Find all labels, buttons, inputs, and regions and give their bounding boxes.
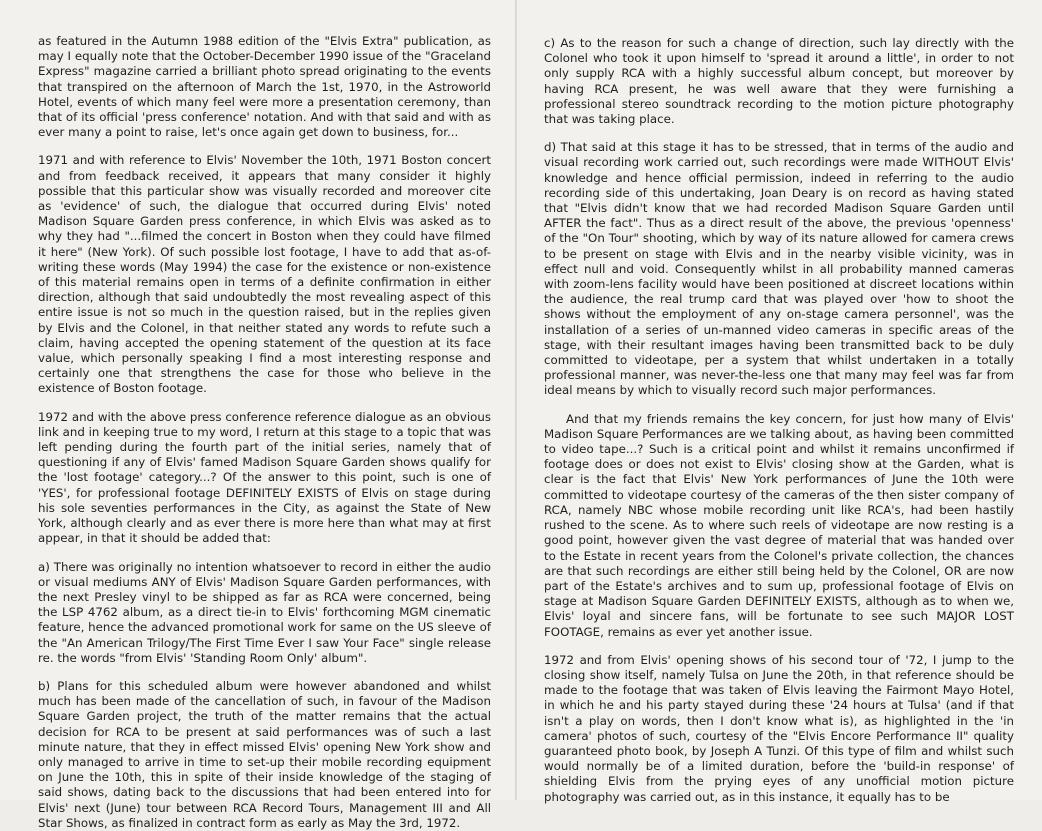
left-paragraph-2: 1971 and with reference to Elvis' November the 10th, 1971 Boston concert and from feedback received, it appears that many consider it highly possible that this particular show was visually recorded and moreover cite as 'evidence' of such, the dialogue that occurred during Elvis' noted Madison Square Garden press conference, in which Elvis was asked as to why they had "...filmed the concert in Boston when they could have filmed it here" (New York). Of such possible lost footage, I have to add that as-of-writing these words (May 1994) the case for the existence or non-existence of this material remains open in terms of a definite confirmation in either direction, although that said undoubtedly the most revealing aspect of this entire issue is not so much in the question raised, but in the replies given by Elvis and the Colonel, in that neither stated any words to refute such a claim, having accepted the opening statement of the question at its face value, which personally speaking I find a most interesting response and certainly one that strengthens the case for those who believe in the existence of Boston footage. <box>38 153 491 396</box>
right-paragraph-1: c) As to the reason for such a change of direction, such lay directly with the Colonel who took it upon himself to 'spread it around a little', in order to not only supply RCA with a highly successful album concept, but moreover by having RCA present, he was well aware that they were furnishing a professional stereo soundtrack recording to the motion picture photography that was taking place. <box>544 36 1014 127</box>
left-paragraph-4: a) There was originally no intention whatsoever to record in either the audio or visual mediums ANY of Elvis' Madison Square Garden performances, with the next Presley vinyl to be shipped as far as RCA were concerned, being the LSP 4762 album, as a direct tie-in to Elvis' forthcoming MGM cinematic feature, hence the advanced promotional work for same on the US sleeve of the "An American Trilogy/The First Time Ever I saw Your Face" single release re. the words "from Elvis' 'Standing Room Only' album". <box>38 559 491 665</box>
right-paragraph-3: And that my friends remains the key concern, for just how many of Elvis' Madison Square Performances are we talking about, as having been committed to video tape...? Such is a critical point and whilst it remains unconfirmed if footage does or does not exist to Elvis' closing show at the Garden, what is clear is the fact that Elvis' New York performances of June the 10th were committed to videotape courtesy of the cameras of the then sister company of RCA, namely NBC whose mobile recording unit like RCA's, had been hastily rushed to the scene. As to where such reels of videotape are now resting is a good point, however given the vast degree of material that was handed over to the Estate in recent years from the Colonel's private collection, the chances are that such recordings are either still being held by the Colonel, OR are now part of the Estate's archives and to sum up, professional footage of Elvis on stage at Madison Square Garden DEFINITELY EXISTS, although as to when we, Elvis' loyal and sincere fans, will be fortunate to see such MAJOR LOST FOOTAGE, remains as ever yet another issue. <box>544 411 1014 639</box>
left-paragraph-5: b) Plans for this scheduled album were however abandoned and whilst much has been made of the cancellation of such, in favour of the Madison Square Garden project, the truth of the matter remains that the actual decision for RCA to be present at said performances was of such a last minute nature, that they in effect missed Elvis' opening New York show and only managed to arrive in time to set-up their mobile recording equipment on June the 10th, this in spite of their inside knowledge of the staging of said shows, dating back to the discussions that had been entered into for Elvis' next (June) tour between RCA Record Tours, Management III and All Star Shows, as finalized in contract form as early as May the 3rd, 1972. <box>38 678 491 830</box>
right-paragraph-4: 1972 and from Elvis' opening shows of his second tour of '72, I jump to the closing show itself, namely Tulsa on June the 20th, in that reference should be made to the footage that was taken of Elvis leaving the Fairmont Mayo Hotel, in which he and his party stayed during these '24 hours at Tulsa' (and if that isn't a play on words, then I don't know what is), as highlighted in the 'in camera' photos of such, courtesy of the "Elvis Encore Performance II" quality guaranteed photo book, by Joseph A Tunzi. Of this type of film and whilst such would normally be of a limited duration, before the 'build-in response' of shielding Elvis from the prying eyes of any unofficial motion picture photography was carried out, as in this instance, it equally has to be <box>544 652 1014 804</box>
left-paragraph-3: 1972 and with the above press conference reference dialogue as an obvious link and in keeping true to my word, I return at this stage to a topic that was left pending during the fourth part of the initial series, namely that of questioning if any of Elvis' famed Madison Square Garden shows qualify for the 'lost footage' category...? Of the answer to this point, such is one of 'YES', for professional footage DEFINITELY EXISTS of Elvis on stage during his sole seventies performances in the City, as against the State of New York, although clearly and as ever there is more here than what may at first appear, in that it should be added that: <box>38 409 491 546</box>
left-page <box>0 0 517 830</box>
right-page <box>517 0 1042 804</box>
left-paragraph-1: as featured in the Autumn 1988 edition of the "Elvis Extra" publication, as may I equally note that the October-December 1990 issue of the "Graceland Express" magazine carried a brilliant photo spread originating to the events that transpired on the afternoon of March the 1st, 1970, in the Astroworld Hotel, events of which many feel were more a presentation ceremony, than that of its official 'press conference' notation. And with that said and with as ever many a point to raise, let's once again get down to business, for... <box>38 34 491 140</box>
right-paragraph-2: d) That said at this stage it has to be stressed, that in terms of the audio and visual recording work carried out, such recordings were made WITHOUT Elvis' knowledge and hence official permission, indeed in referring to the audio recording side of this undertaking, Joan Deary is on record as having stated that "Elvis didn't know that we had recorded Madison Square Garden until AFTER the fact". Thus as a direct result of the above, the previous 'openness' of the "On Tour" shooting, which by way of its nature allowed for camera crews to be present on stage with Elvis and in the nearby visible vicinity, was in effect null and void. Consequently whilst in all probability manned cameras with zoom-lens facility would have been positioned at discreet locations within the audience, the real trump card that was played over 'how to shoot the shows without the employment of any on-stage camera personnel', was the installation of a series of un-manned video cameras in specific areas of the stage, with their resultant images having been transmitted back to be duly committed to videotape, per a system that whilst undertaken in a totally professional manner, was never-the-less one that many may feel was far from ideal means by which to visually record such major performances. <box>544 140 1014 398</box>
